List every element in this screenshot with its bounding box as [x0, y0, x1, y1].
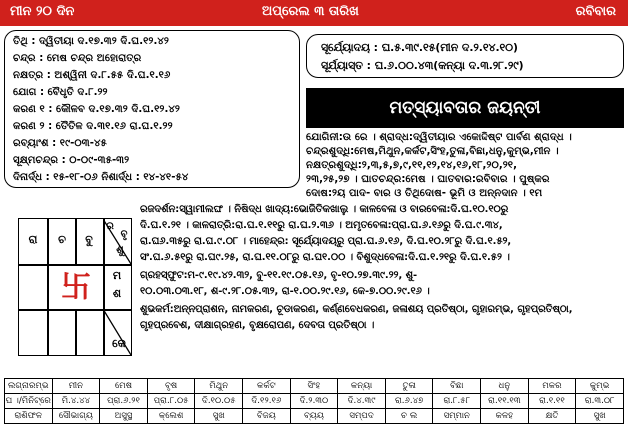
table-cell: ଦି.୨.୩୦ [290, 394, 338, 409]
table-cell: ଧନୁ [481, 379, 529, 394]
table-cell: ଦି.୪.୩୯ [338, 394, 386, 409]
table-row [5, 409, 624, 424]
rabyansha-line: ରବ୍ୟାଂଶ : ୧୯-୦୩-୪୫ [13, 138, 107, 149]
table-cell: ବ୍ୟୟ [290, 409, 338, 424]
table-cell: ମୀନ [52, 379, 100, 394]
details-line-4: ସଂ.ଘ.୬.୫୧ରୁ ରା.ଘ୯.୨୫, ରା.ଘ.୧୧.୦୮ରୁ ରା.ଘ୧.୦୦ । ବିଶୁଦ୍ଧବେଳା:ଦି.ଘ.୧.୨୧ରୁ ଦି.ଘ.୧.୫୨ । [140, 252, 510, 263]
table-cell: ପ୍ରା.୬.୨୧ [100, 394, 148, 409]
header-date: ଅପ୍ରେଲ ୩ ତାରିଖ [262, 4, 359, 19]
header-month-day: ମୀନ ୨୦ ଦିନ [10, 4, 75, 19]
table-cell: ବିଛା [433, 379, 481, 394]
chandra-line: ଚନ୍ଦ୍ର : ମେଷ ଚନ୍ଦ୍ର ଅହୋରାତ୍ର [13, 53, 142, 64]
info-line-5: ଦୋଷ:୨ୟ ପାଦ- ବାର ଓ ତିଥିଦୋଷ- ଭୂମି ଓ ଅନ୍ନଦାନ । ୧ମ [306, 188, 543, 199]
cell-top3d: ବୃ [120, 229, 128, 240]
table-row [5, 394, 624, 409]
details-line-5: ଗ୍ରହସ୍ଫୁଟ:ମ-୯.୧୯.୪୨.୩୨, ବୁ-୧୧.୧୯.୦୫.୧୬, ବୃ-୧୦.୨୭.୩୯.୨୨, ଶୁ- [140, 270, 418, 281]
table-cell: ସୁଖ [576, 409, 624, 424]
table-cell: ଦି.୧୦.୦୫ [195, 394, 243, 409]
table-cell: ରା.୩.୦୮ [576, 394, 624, 409]
table-cell: ମକର [528, 379, 576, 394]
dinardha-line: ଦିନାର୍ଦ୍ଧ : ୧୫-୧୮-୦୬ ନିଶାର୍ଦ୍ଧ : ୧୪-୪୧-୫୪ [13, 172, 189, 183]
table-cell: କ୍ଷତି [528, 409, 576, 424]
info-line-3: ନକ୍ଷତ୍ରଶୁଦ୍ଧି:୨,୩,୫,୭,୯,୧୧,୧୨,୧୪,୧୬,୧୮,୨୦,୨୧, [306, 160, 517, 171]
table-cell: ମି.୪.୪୪ [52, 394, 100, 409]
header-bar [0, 0, 628, 26]
table-cell: ପ୍ରା.୮.୦୫ [147, 394, 195, 409]
table-cell: ରା.୬.୪୭ [385, 394, 433, 409]
table-cell: ରା.୧.୧୧ [528, 394, 576, 409]
table-cell: କର୍କଟ [243, 379, 291, 394]
table-cell: ରା.୮.୫୮ [433, 394, 481, 409]
swastika-icon: 卐 [61, 270, 91, 305]
table-cell: ମିଥୁନ [195, 379, 243, 394]
horoscope-chart [18, 218, 132, 356]
karana1-line: କରଣ ୧ : କୌଳବ ଦ.୧୭.୩୨ ଦି.ଘ.୧୨.୪୨ [13, 104, 180, 115]
cell-top3b: ର [106, 221, 114, 232]
tithi-line: ତିଥି : ଦ୍ୱିତୀୟା ଦ.୧୭.୩୨ ଦି.ଘ.୧୨.୪୨ [13, 36, 169, 47]
sunset-line: ସୂର୍ଯ୍ୟାସ୍ତ : ଘ.୬.୦୦.୪୩(କନ୍ୟା ଦ.୩.୨୮.୨୯) [321, 59, 524, 72]
festival-banner: ମତ୍ସ୍ୟାବତାର ଜୟନ୍ତୀ [306, 88, 624, 128]
details-line-2: ଦି.ଘ.୧.୨୧ । କାଳରାତ୍ରି:ରା.ଘ.୧.୧୧ରୁ ରା.ଘ.୨.୩୬ । ଅମୃତବେଳା:ପ୍ରା.ଘ.୬.୧୬ରୁ ଦି.ଘ.୯.୩୪, [140, 220, 503, 231]
details-line-6: ୧୦.୦୩.୦୩.୧୮, ଶ-୯.୨୮.୦୫.୩୨, ରା-୧.୦୦.୨୯.୧୬, କେ-୭.୦୦.୨୯.୧୬ । [140, 286, 430, 297]
yoga-line: ଯୋଗ : ବୈଧୃତି ଦ.୮.୨୨ [13, 87, 108, 98]
karana2-line: କରଣ ୨ : ତୈତିଳ ଦ.୩୧.୧୬ ରା.ଘ.୧.୨୨ [13, 121, 173, 132]
table-cell: କନ୍ୟା [338, 379, 386, 394]
cell-top3a: ବୁ [85, 233, 93, 246]
details-line-7: ଶୁଭକର୍ମ:ଅନ୍ନପ୍ରାଶନ, ନାମକରଣ, ଚୂଡାକରଣ, କର୍ଣ୍ଣବେଧକରଣ, ଜଳାଶୟ ପ୍ରତିଷ୍ଠା, ଗୃହାରମ୍ଭ, ଗୃହପ୍ରତିଷ୍ଠା, [140, 304, 573, 315]
table-cell: ସମ୍ପଦ [338, 409, 386, 424]
table-cell: ସୌଭାଗ୍ୟ [52, 409, 100, 424]
table-cell: ସୁଖ [195, 409, 243, 424]
table-cell: କୁମ୍ଭ [576, 379, 624, 394]
details-line-1: ରଜଦର୍ଶନ:ସ୍ୱାମୀଲଙ୍ଘ । ନିଷିଦ୍ଧ ଖାଦ୍ୟ:ଭୋଜିତିକଖାଲୁ । କାଳବେଳା ଓ ବାରବେଳା:ଦି.ଘ.୧୦.୧୦ରୁ [140, 204, 509, 215]
info-line-2: ଚନ୍ଦ୍ରଶୁଦ୍ଧି:ମେଷ,ମିଥୁନ,କର୍କଟ,ସିଂହ,ତୁଳା,ବିଛା,ଧନୁ,କୁମ୍ଭ,ମୀନ । [306, 146, 559, 157]
sukshma-line: ସୂକ୍ଷ୍ମଚନ୍ଦ୍ର : ୦-୦୯-୩୫-୩୨ [13, 155, 130, 166]
sunrise-line: ସୂର୍ଯ୍ୟୋଦୟ : ଘ.୫.୩୯.୧୫(ମୀନ ଦ.୨.୧୪.୧୦) [321, 41, 518, 54]
table-cell: ଲଗ୍ନାରମ୍ଭ [5, 379, 53, 394]
details-line-8: ଗୃହପ୍ରବେଶ, ଦୀକ୍ଷାଗ୍ରହଣ, ବୃକ୍ଷରୋପଣ, ଦେବତା ପ୍ରତିଷ୍ଠା । [140, 320, 375, 331]
table-cell: ଚ ଲ [385, 409, 433, 424]
cell-top2: ଚ [58, 233, 66, 246]
cell-bottom-right: କେ [112, 337, 126, 350]
lagna-table [4, 378, 624, 424]
table-cell: କଳହ [481, 409, 529, 424]
table-cell: ବିଜୟ [243, 409, 291, 424]
header-weekday: ରବିବାର [575, 4, 616, 19]
table-cell: ସମ୍ମାନ [433, 409, 481, 424]
table-cell: ଦି.୧୨.୧୬ [243, 394, 291, 409]
table-cell: କ୍ଲେଶ [147, 409, 195, 424]
info-line-4: ୨୩,୨୫,୨୭ । ଘାତଚନ୍ଦ୍ର:ମେଷ । ଘାତବାର:ରବିବାର । ପୁଷ୍କର [306, 174, 550, 185]
table-cell: ବୃଷ [147, 379, 195, 394]
table-row [5, 379, 624, 394]
info-line-1: ଯୋଗିନୀ:ଉ ରେ । ଶ୍ରାଦ୍ଧ:ଦ୍ୱିତୀୟାର ଏକୋଦ୍ଦିଷ୍ଟ ପାର୍ବଣ ଶ୍ରାଦ୍ଧ । [306, 132, 572, 143]
table-cell: ରାଶିଫଳ [5, 409, 53, 424]
details-line-3: ରା.ଘ୬.୩୫ରୁ ରା.ଘ.୯.୦୮ । ମାହେନ୍ଦ୍ର: ସୂର୍ଯ୍ୟୋଦୟରୁ ପ୍ରା.ଘ.୬.୧୬, ଦି.ଘ.୧୦.୨୮ରୁ ଦି.ଘ.୧.୫୨, [140, 236, 512, 247]
sun-times-box [306, 34, 624, 78]
nakshatra-line: ନକ୍ଷତ୍ର : ଅଶ୍ୱିନୀ ଦ.୮.୫୫ ଦି.ଘ.୧.୧୬ [13, 70, 171, 81]
table-cell: ତୁଳା [385, 379, 433, 394]
cell-mid-right-b: ଶ [112, 287, 122, 300]
table-cell: ମେଷ [100, 379, 148, 394]
cell-top3c: ଶୁ [116, 245, 124, 256]
table-cell: ଅସୁସ୍ଥ [100, 409, 148, 424]
table-cell: ଘ ।/ମିନିଟ୍ରେ [5, 394, 53, 409]
cell-top1: ରା [28, 233, 38, 246]
table-cell: ରା.୧୧.୧୩ [481, 394, 529, 409]
table-cell: ସିଂହ [290, 379, 338, 394]
panchang-box [4, 30, 300, 188]
cell-mid-right-a: ମ [112, 269, 122, 282]
